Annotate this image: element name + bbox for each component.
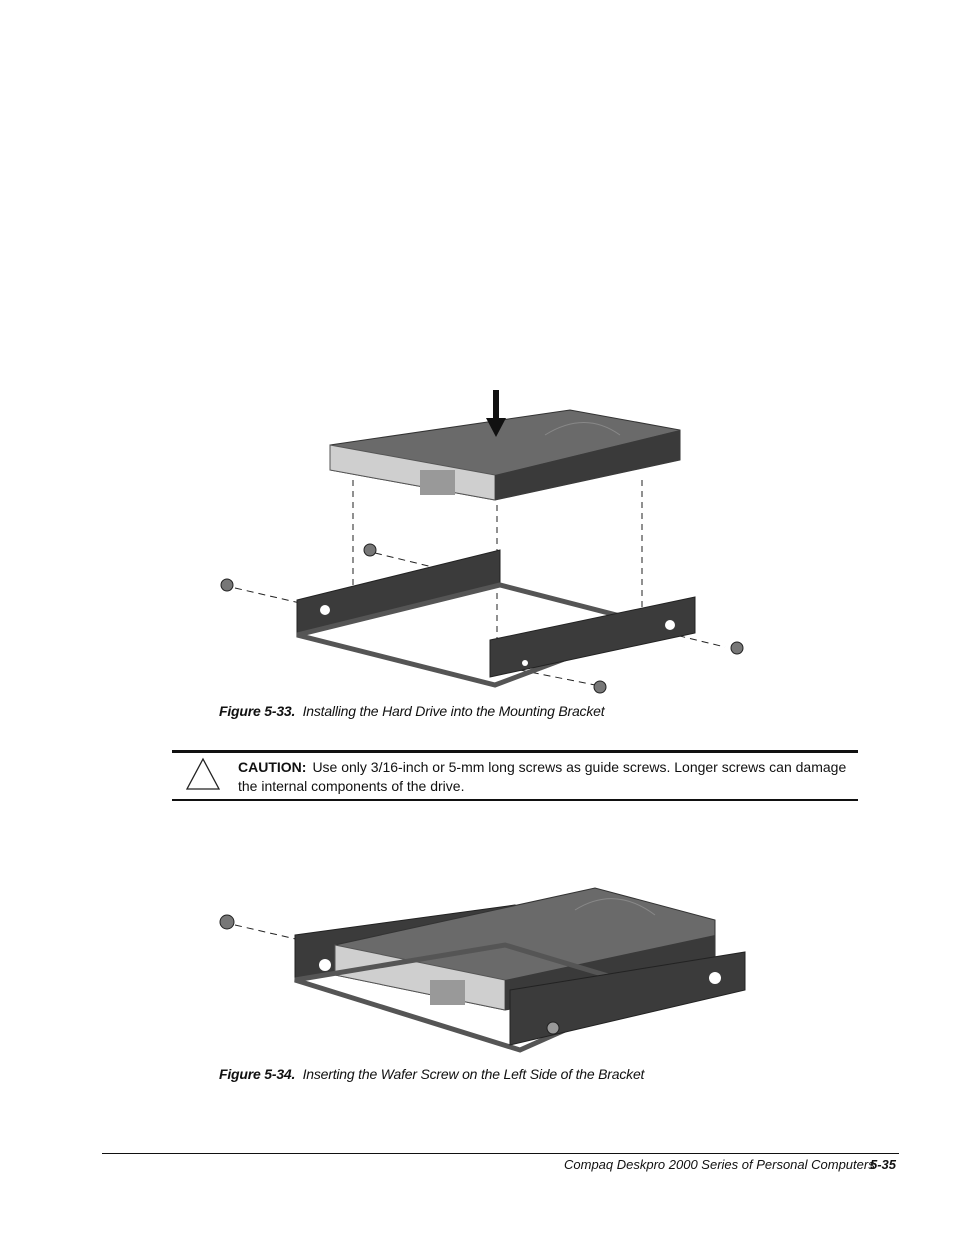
caution-label: CAUTION: bbox=[238, 759, 307, 775]
wafer-screw-illustration bbox=[215, 880, 760, 1060]
figure-caption bbox=[219, 1066, 644, 1082]
caution-message bbox=[238, 758, 848, 796]
figure-5-34-illustration bbox=[215, 880, 760, 1060]
figure-label: Figure 5-34. bbox=[219, 1066, 296, 1082]
caution-bottom-rule bbox=[172, 799, 858, 801]
footer-title: Compaq Deskpro 2000 Series of Personal Computers bbox=[564, 1157, 875, 1172]
footer-rule bbox=[102, 1153, 899, 1154]
figure-caption bbox=[219, 703, 604, 719]
caution-body: Use only 3/16-inch or 5-mm long screws as guide screws. Longer screws can damage the internal components of the drive. bbox=[238, 759, 847, 794]
figure-caption-text: Installing the Hard Drive into the Mounting Bracket bbox=[302, 703, 605, 719]
figure-caption-text: Inserting the Wafer Screw on the Left Side of the Bracket bbox=[302, 1066, 645, 1082]
hard-drive-bracket-illustration bbox=[215, 385, 760, 700]
figure-label: Figure 5-33. bbox=[219, 703, 296, 719]
page-number: 5-35 bbox=[870, 1157, 897, 1172]
figure-5-33-illustration bbox=[215, 385, 760, 700]
caution-triangle-icon bbox=[185, 757, 221, 791]
caution-top-rule bbox=[172, 750, 858, 753]
